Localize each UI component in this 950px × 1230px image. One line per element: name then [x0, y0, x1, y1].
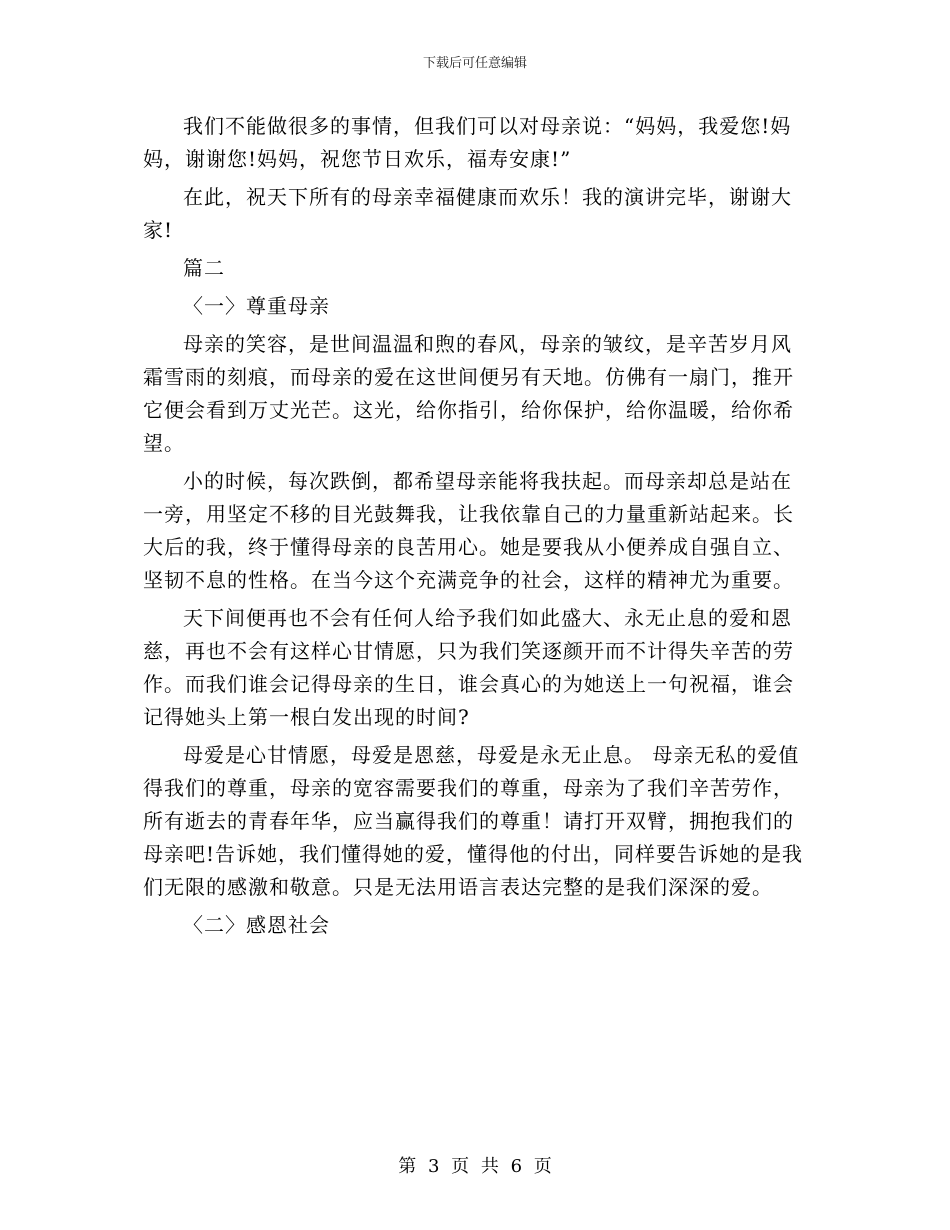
- paragraph-boundless-love: 天下间便再也不会有任何人给予我们如此盛大、永无止息的爱和恩慈，再也不会有这样心甘情愿，只为我们笑逐颜开而不计得失辛苦的劳作。而我们谁会记得母亲的生日，谁会真心的为她送上一句祝福，谁会记得她头上第一根白发出现的时间?: [143, 606, 794, 729]
- page-footer: 第 3 页 共 6 页: [398, 1156, 552, 1177]
- subheading-grateful-society: 〈二〉感恩社会: [183, 913, 330, 937]
- paragraph-speech-end: 在此，祝天下所有的母亲幸福健康而欢乐！我的演讲完毕，谢谢大家!: [143, 185, 792, 242]
- paragraph-mother-love: 母爱是心甘情愿，母爱是恩慈，母爱是永无止息。 母亲无私的爱值得我们的尊重，母亲的宽容需要我们的尊重，母亲为了我们辛苦劳作，所有逝去的青春年华，应当赢得我们的尊重！请打开双臂，拥抱我们的母亲吧!告诉她，我们懂得她的爱，懂得他的付出，同样要告诉她的是我们无限的感激和敬意。只是无法用语言表达完整的是我们深深的爱。: [143, 743, 804, 899]
- paragraph-closing-wish: 我们不能做很多的事情，但我们可以对母亲说：“妈妈，我爱您!妈妈，谢谢您!妈妈，祝您节日欢乐，福寿安康!”: [143, 114, 792, 171]
- page-header: 下载后可任意编辑: [422, 56, 527, 71]
- subheading-respect-mother: 〈一〉尊重母亲: [183, 294, 330, 318]
- paragraph-childhood: 小的时候，每次跌倒，都希望母亲能将我扶起。而母亲却总是站在一旁，用坚定不移的目光鼓舞我，让我依靠自己的力量重新站起来。长大后的我，终于懂得母亲的良苦用心。她是要我从小便养成自强自立、坚韧不息的性格。在当今这个充满竞争的社会，这样的精神尤为重要。: [143, 469, 794, 592]
- section-heading-part-two: 篇二: [183, 256, 225, 280]
- document-body: [143, 110, 808, 947]
- paragraph-mother-smile: 母亲的笑容，是世间温温和煦的春风，母亲的皱纹，是辛苦岁月风霜雪雨的刻痕，而母亲的爱在这世间便另有天地。仿佛有一扇门，推开它便会看到万丈光芒。这光，给你指引，给你保护，给你温暖，给你希望。: [143, 332, 794, 455]
